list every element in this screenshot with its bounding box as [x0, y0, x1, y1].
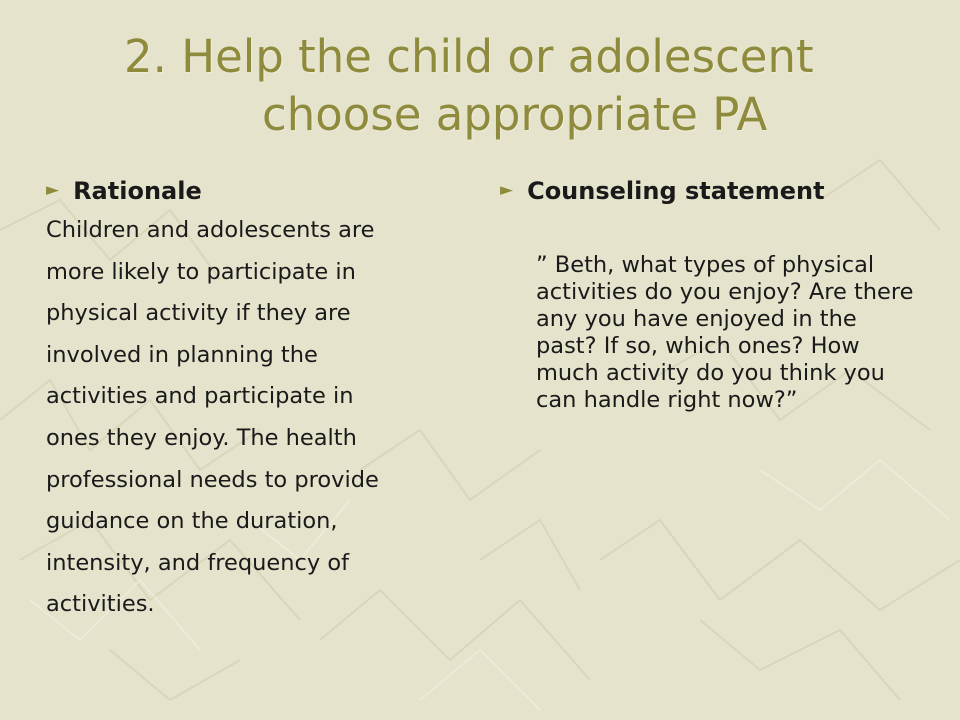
arrow-bullet-icon: ►	[46, 180, 60, 200]
rationale-column	[46, 172, 486, 626]
rationale-line: involved in planning the	[46, 341, 318, 368]
title-line-2: choose appropriate PA	[262, 88, 768, 141]
rationale-text	[46, 210, 486, 626]
counseling-heading-row	[500, 172, 920, 210]
rationale-heading-row	[46, 172, 486, 210]
counseling-statement: ” Beth, what types of physical activities do you enjoy? Are there any you have enjoyed in the past? If so, which ones? How much activity do you think you can handle right now?”	[536, 252, 914, 413]
counseling-column	[500, 172, 920, 414]
counseling-heading: Counseling statement	[527, 177, 825, 205]
slide-title	[0, 28, 960, 144]
rationale-line: physical activity if they are	[46, 300, 351, 327]
rationale-heading: Rationale	[73, 177, 202, 205]
rationale-line: more likely to participate in	[46, 258, 356, 285]
rationale-line: activities and participate in	[46, 383, 354, 410]
rationale-line: Children and adolescents are	[46, 217, 375, 243]
rationale-line: intensity, and frequency of	[46, 549, 350, 576]
rationale-line: ones they enjoy. The health	[46, 424, 357, 451]
rationale-line: professional needs to provide	[46, 466, 379, 493]
arrow-bullet-icon: ►	[500, 180, 514, 200]
rationale-line: guidance on the duration,	[46, 508, 338, 535]
title-line-1: 2. Help the child or adolescent	[124, 30, 814, 83]
rationale-line: activities.	[46, 591, 155, 618]
